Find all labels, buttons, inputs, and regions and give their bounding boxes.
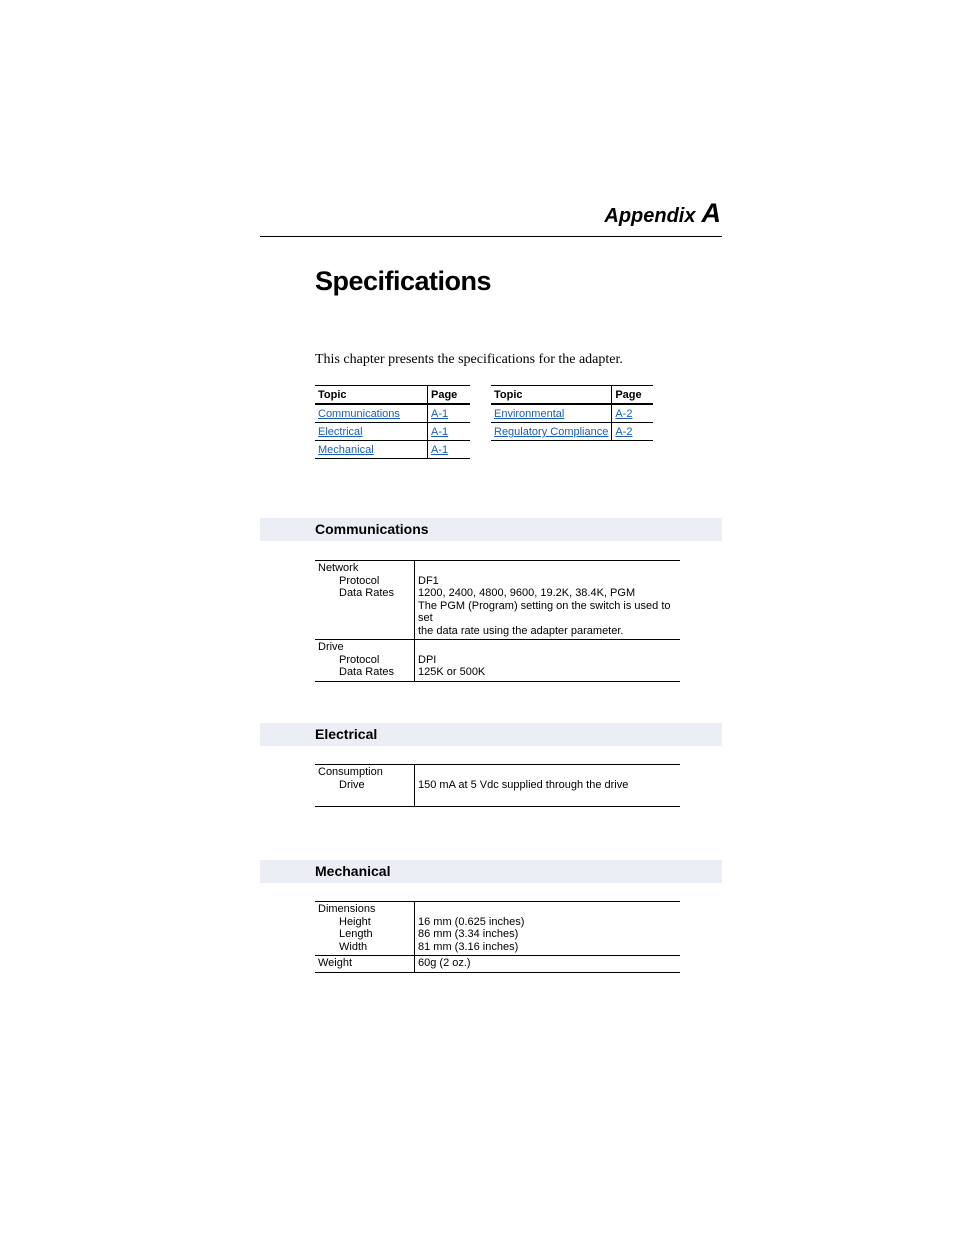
table-row (315, 404, 470, 423)
link-page-communications[interactable]: A-1 (431, 408, 449, 420)
link-page-environmental[interactable]: A-2 (615, 408, 633, 420)
link-regulatory-compliance[interactable]: Regulatory Compliance (494, 426, 609, 438)
link-communications[interactable]: Communications (318, 408, 400, 420)
spec-value: 86 mm (3.34 inches) (418, 928, 519, 940)
table-row (315, 902, 680, 956)
topic-table-right (491, 385, 653, 441)
spec-value: The PGM (Program) setting on the switch is used to set (418, 599, 671, 624)
spec-item-label: Protocol (339, 574, 380, 587)
section-band-mechanical (260, 860, 722, 883)
spec-value: 150 mA at 5 Vdc supplied through the drive (418, 778, 629, 791)
page-column-header: Page (428, 386, 471, 405)
spec-item-label: Protocol (339, 653, 380, 666)
spec-value: DF1 (418, 574, 439, 587)
page-title: Specifications (315, 266, 492, 296)
table-row (315, 561, 680, 640)
section-band-electrical (260, 723, 722, 746)
spec-group-label: Consumption (318, 766, 383, 778)
table-row (315, 765, 680, 807)
table-row (315, 441, 470, 459)
spec-item-label: Drive (339, 778, 365, 791)
link-page-regulatory-compliance[interactable]: A-2 (615, 426, 633, 438)
header-rule (260, 236, 722, 237)
link-page-electrical[interactable]: A-1 (431, 426, 449, 438)
section-heading-communications: Communications (315, 521, 429, 537)
spec-table-mechanical (315, 901, 680, 973)
spec-value: 60g (2 oz.) (418, 957, 471, 969)
spec-item-label: Length (339, 928, 373, 940)
section-heading-mechanical: Mechanical (315, 863, 391, 879)
appendix-letter: A (701, 198, 721, 228)
spec-value: 125K or 500K (418, 666, 486, 678)
table-row (491, 404, 653, 423)
spec-value: the data rate using the adapter parameter. (418, 624, 624, 637)
spec-table-electrical (315, 764, 680, 807)
spec-group-label: Weight (318, 957, 353, 969)
link-environmental[interactable]: Environmental (494, 408, 565, 420)
topic-column-header: Topic (315, 386, 428, 405)
page-column-header: Page (612, 386, 653, 405)
spec-group-label: Drive (318, 641, 344, 653)
table-row (315, 423, 470, 441)
table-row (315, 956, 680, 973)
appendix-heading (604, 198, 721, 229)
spec-item-label: Data Rates (339, 587, 395, 599)
topic-table-header (491, 386, 653, 405)
spec-item-label: Data Rates (339, 666, 395, 678)
link-page-mechanical[interactable]: A-1 (431, 444, 449, 456)
spec-value: 81 mm (3.16 inches) (418, 940, 519, 953)
spec-item-label: Height (339, 915, 371, 928)
table-row (315, 640, 680, 682)
link-electrical[interactable]: Electrical (318, 426, 363, 438)
topic-table-left (315, 385, 470, 459)
link-mechanical[interactable]: Mechanical (318, 444, 374, 456)
section-band-communications (260, 518, 722, 541)
table-row (491, 423, 653, 441)
spec-item-label: Width (339, 940, 368, 953)
spec-value: 16 mm (0.625 inches) (418, 915, 525, 928)
section-heading-electrical: Electrical (315, 726, 378, 742)
appendix-word: Appendix (604, 205, 696, 227)
spec-value: DPI (418, 653, 437, 666)
topic-column-header: Topic (491, 386, 612, 405)
spec-group-label: Dimensions (318, 903, 376, 915)
intro-paragraph: This chapter presents the specifications for the adapter. (315, 352, 623, 367)
topic-table-header (315, 386, 470, 405)
spec-group-label: Network (318, 562, 359, 574)
spec-value: 1200, 2400, 4800, 9600, 19.2K, 38.4K, PGM (418, 587, 636, 599)
spec-table-communications (315, 560, 680, 682)
